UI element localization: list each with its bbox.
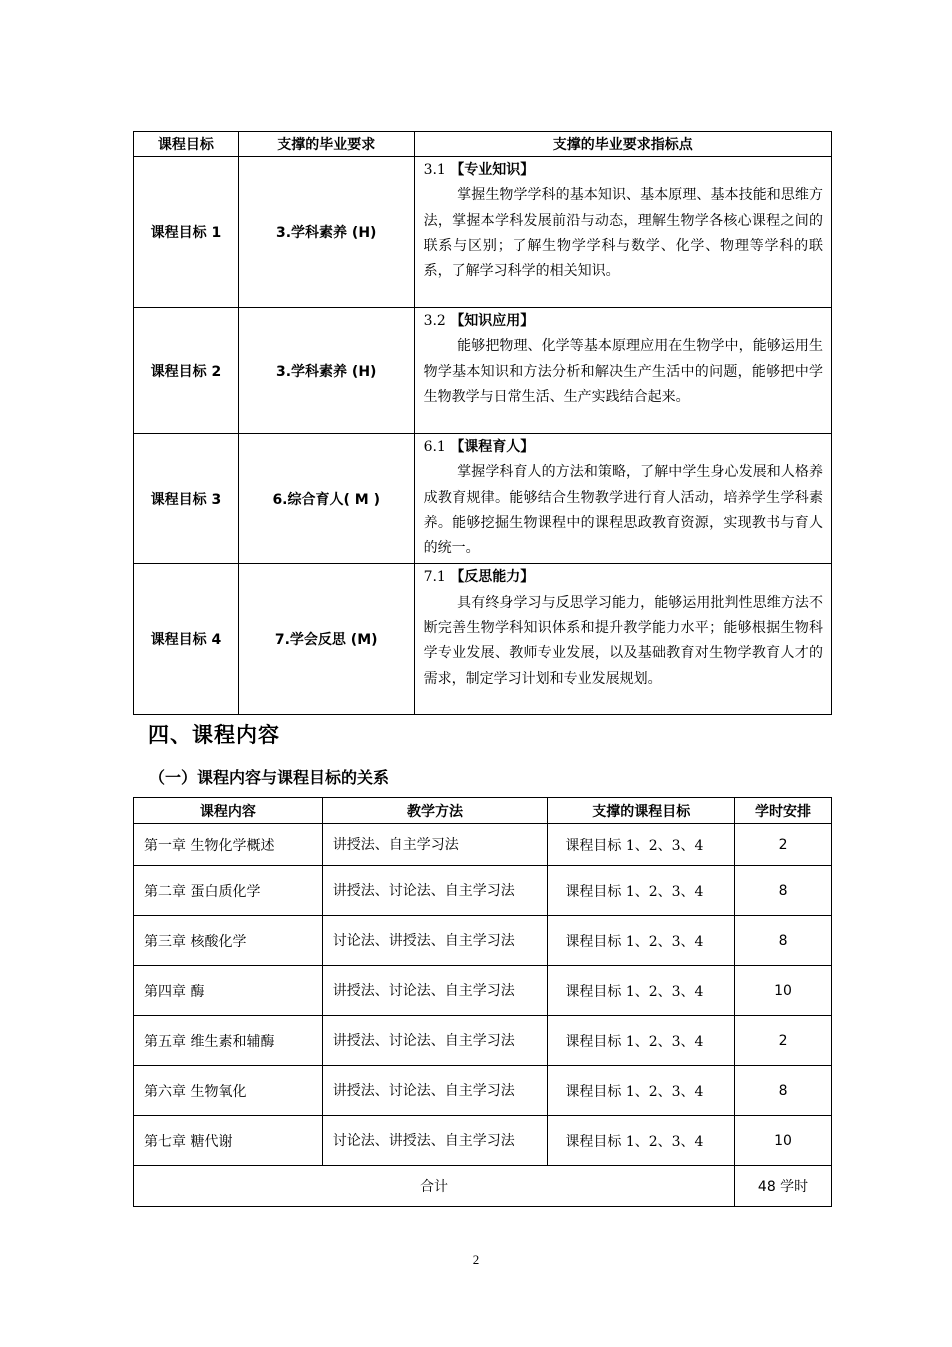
requirement-cell: 7.学会反思 (M) xyxy=(238,564,414,715)
requirement-cell: 3.学科素养 (H) xyxy=(238,308,414,434)
section-heading: 四、课程内容 xyxy=(148,723,280,747)
table-row xyxy=(134,308,832,434)
chapter-cell: 第一章 生物化学概述 xyxy=(134,824,323,866)
table-row xyxy=(134,966,832,1016)
indicator-number: 3.1 xyxy=(423,162,446,178)
indicator-heading xyxy=(424,435,823,460)
table-row xyxy=(134,824,832,866)
chapter-cell: 第六章 生物氧化 xyxy=(134,1066,323,1116)
indicator-heading xyxy=(424,309,823,334)
method-cell: 讲授法、讨论法、自主学习法 xyxy=(322,966,548,1016)
goal-cell: 课程目标 1 xyxy=(134,157,239,308)
table-row xyxy=(134,866,832,916)
requirement-cell: 3.学科素养 (H) xyxy=(238,157,414,308)
header-cell: 教学方法 xyxy=(322,798,548,824)
header-cell: 学时安排 xyxy=(735,798,832,824)
table-row xyxy=(134,157,832,308)
course-content-table xyxy=(133,797,832,1207)
table-row xyxy=(134,1016,832,1066)
goals-cell: 课程目标 1、2、3、4 xyxy=(548,916,735,966)
indicator-number: 6.1 xyxy=(423,439,446,455)
table-row xyxy=(134,916,832,966)
goal-cell: 课程目标 2 xyxy=(134,308,239,434)
method-cell: 讨论法、讲授法、自主学习法 xyxy=(322,1116,548,1166)
course-goal-table xyxy=(133,131,832,715)
indicator-cell xyxy=(414,157,831,308)
goal-cell: 课程目标 4 xyxy=(134,564,239,715)
page-number: 2 xyxy=(472,1252,480,1267)
indicator-cell xyxy=(414,434,831,564)
header-cell: 课程目标 xyxy=(134,132,239,157)
indicator-title: 【知识应用】 xyxy=(450,313,535,329)
hours-cell: 2 xyxy=(735,1016,832,1066)
indicator-title: 【课程育人】 xyxy=(450,439,535,455)
method-cell: 讲授法、讨论法、自主学习法 xyxy=(322,1066,548,1116)
header-cell: 课程内容 xyxy=(134,798,323,824)
table-row xyxy=(134,1066,832,1116)
chapter-cell: 第二章 蛋白质化学 xyxy=(134,866,323,916)
goals-cell: 课程目标 1、2、3、4 xyxy=(548,824,735,866)
total-label: 合计 xyxy=(134,1166,735,1207)
method-cell: 讲授法、讨论法、自主学习法 xyxy=(322,866,548,916)
table-row xyxy=(134,434,832,564)
hours-cell: 8 xyxy=(735,866,832,916)
table-row xyxy=(134,1116,832,1166)
method-cell: 讲授法、讨论法、自主学习法 xyxy=(322,1016,548,1066)
hours-cell: 10 xyxy=(735,966,832,1016)
goal-cell: 课程目标 3 xyxy=(134,434,239,564)
indicator-heading xyxy=(424,565,823,590)
goals-cell: 课程目标 1、2、3、4 xyxy=(548,866,735,916)
indicator-title: 【专业知识】 xyxy=(450,162,535,178)
indicator-title: 【反思能力】 xyxy=(450,569,535,586)
subsection-heading: （一）课程内容与课程目标的关系 xyxy=(149,768,390,787)
chapter-cell: 第三章 核酸化学 xyxy=(134,916,323,966)
indicator-text: 掌握生物学学科的基本知识、基本原理、基本技能和思维方法，掌握本学科发展前沿与动态，理解生物学各核心课程之间的联系与区别；了解生物学学科与数学、化学、物理等学科的联系，了解学习科学的相关知识。 xyxy=(423,187,823,280)
total-hours: 48 学时 xyxy=(735,1166,832,1207)
hours-cell: 8 xyxy=(735,1066,832,1116)
total-row xyxy=(134,1166,832,1207)
indicator-cell xyxy=(414,564,831,715)
chapter-cell: 第五章 维生素和辅酶 xyxy=(134,1016,323,1066)
requirement-cell: 6.综合育人( M ) xyxy=(238,434,414,564)
table-header-row xyxy=(134,798,832,824)
header-cell: 支撑的毕业要求 xyxy=(238,132,414,157)
goals-cell: 课程目标 1、2、3、4 xyxy=(548,1116,735,1166)
goals-cell: 课程目标 1、2、3、4 xyxy=(548,1016,735,1066)
indicator-text: 具有终身学习与反思学习能力，能够运用批判性思维方法不断完善生物学科知识体系和提升教学能力水平；能够根据生物科学专业发展、教师专业发展，以及基础教育对生物学教育人才的需求，制定学习计划和专业发展规划。 xyxy=(423,594,823,687)
method-cell: 讲授法、自主学习法 xyxy=(322,824,548,866)
hours-cell: 8 xyxy=(735,916,832,966)
indicator-text: 掌握学科育人的方法和策略，了解中学生身心发展和人格养成教育规律。能够结合生物教学进行育人活动，培养学生学科素养。能够挖掘生物课程中的课程思政教育资源，实现教书与育人的统一。 xyxy=(423,464,823,557)
table-row xyxy=(134,564,832,715)
header-cell: 支撑的毕业要求指标点 xyxy=(414,132,831,157)
chapter-cell: 第七章 糖代谢 xyxy=(134,1116,323,1166)
indicator-heading xyxy=(424,158,823,183)
indicator-cell xyxy=(414,308,831,434)
goals-cell: 课程目标 1、2、3、4 xyxy=(548,966,735,1016)
indicator-number: 3.2 xyxy=(423,313,446,329)
goals-cell: 课程目标 1、2、3、4 xyxy=(548,1066,735,1116)
chapter-cell: 第四章 酶 xyxy=(134,966,323,1016)
indicator-number: 7.1 xyxy=(423,569,446,586)
header-cell: 支撑的课程目标 xyxy=(548,798,735,824)
table-header-row xyxy=(134,132,832,157)
indicator-text: 能够把物理、化学等基本原理应用在生物学中，能够运用生物学基本知识和方法分析和解决生产生活中的问题，能够把中学生物教学与日常生活、生产实践结合起来。 xyxy=(423,338,823,405)
hours-cell: 2 xyxy=(735,824,832,866)
method-cell: 讨论法、讲授法、自主学习法 xyxy=(322,916,548,966)
hours-cell: 10 xyxy=(735,1116,832,1166)
